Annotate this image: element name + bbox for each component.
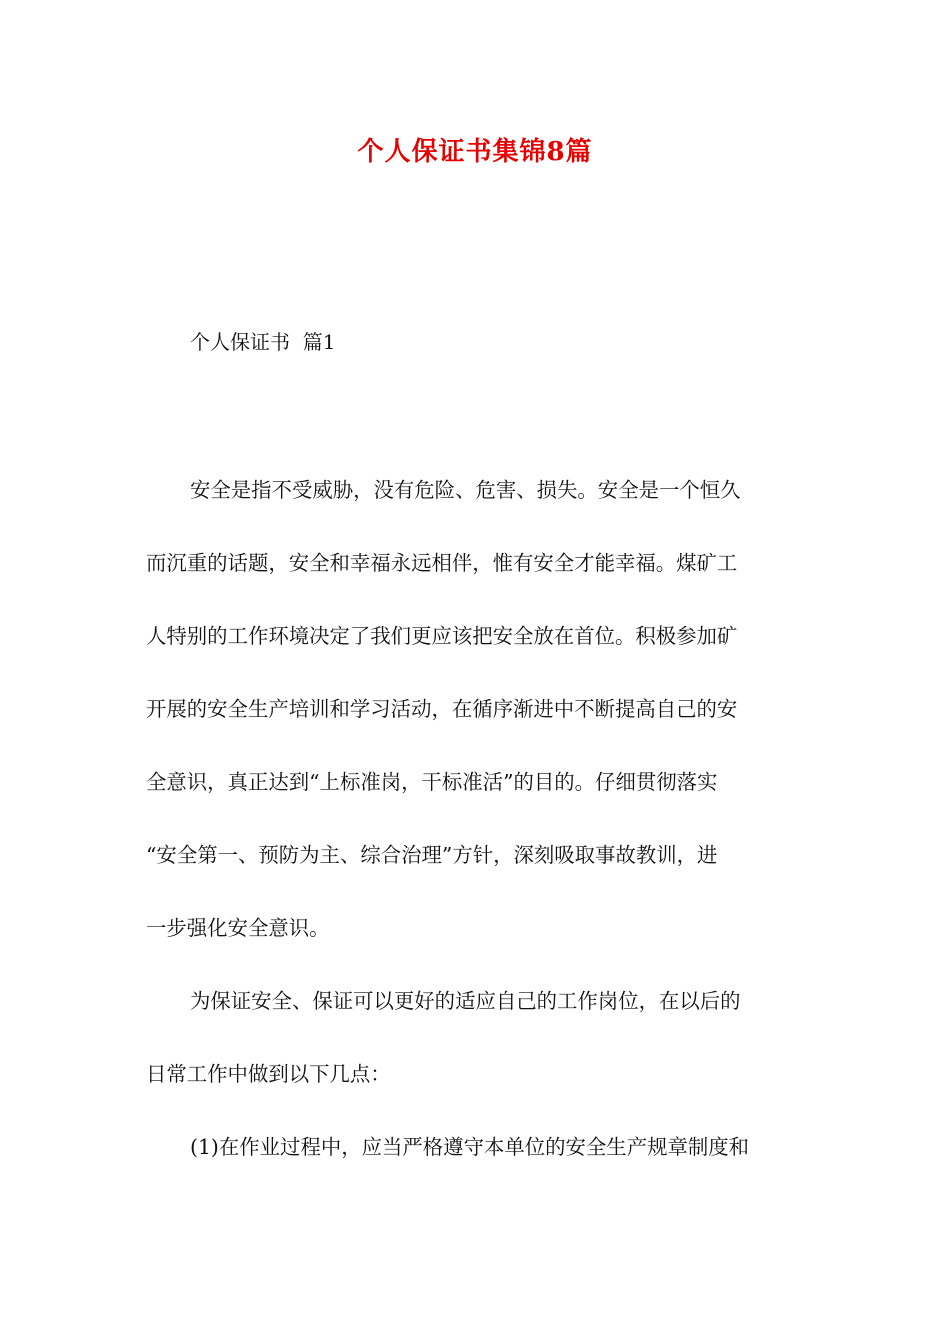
section-heading: 个人保证书 篇1 <box>190 330 336 354</box>
paragraph-line: (1)在作业过程中，应当严格遵守本单位的安全生产规章制度和 <box>190 1135 750 1159</box>
paragraph-line: 人特别的工作环境决定了我们更应该把安全放在首位。积极参加矿 <box>146 624 738 648</box>
paragraph-line: 一步强化安全意识。 <box>146 916 330 940</box>
paragraph-line: 为保证安全、保证可以更好的适应自己的工作岗位，在以后的 <box>190 989 741 1013</box>
paragraph-line: 安全是指不受威胁，没有危险、危害、损失。安全是一个恒久 <box>190 478 741 502</box>
document-body <box>146 470 806 1200</box>
paragraph-line: “安全第一、预防为主、综合治理”方针，深刻吸取事故教训，进 <box>146 843 718 867</box>
paragraph-line: 开展的安全生产培训和学习活动，在循序渐进中不断提高自己的安 <box>146 697 738 721</box>
paragraph-line: 而沉重的话题，安全和幸福永远相伴，惟有安全才能幸福。煤矿工 <box>146 551 738 575</box>
paragraph-line: 日常工作中做到以下几点： <box>146 1062 391 1086</box>
paragraph-line: 全意识，真正达到“上标准岗，干标准活”的目的。仔细贯彻落实 <box>146 770 718 794</box>
document-title: 个人保证书集锦8篇 <box>357 137 593 167</box>
